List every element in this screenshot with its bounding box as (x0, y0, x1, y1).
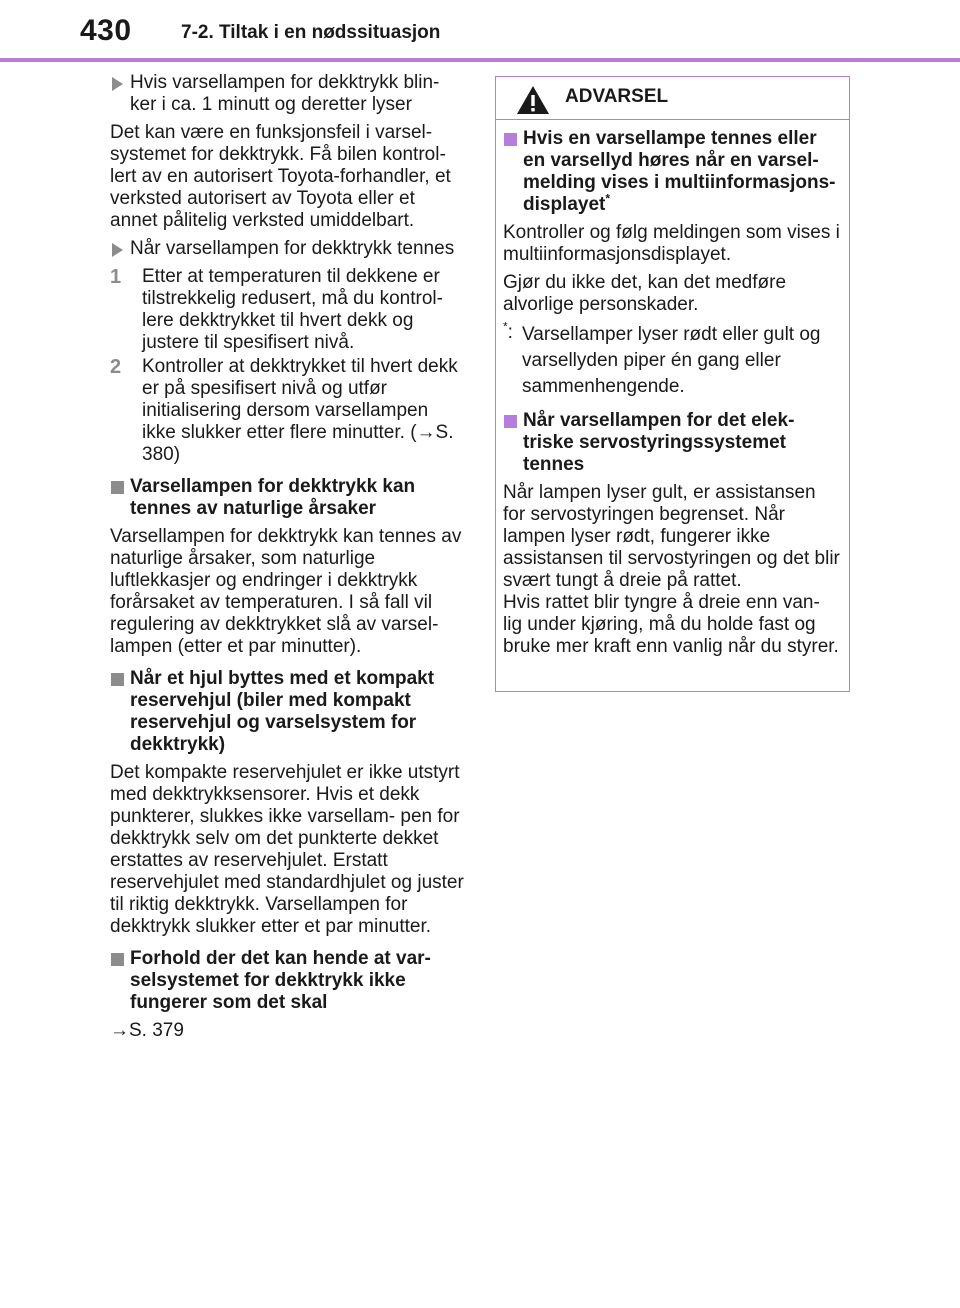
step-item (110, 356, 465, 466)
square-bullet-icon (111, 481, 124, 494)
warning-triangle-icon (516, 85, 550, 115)
left-column (110, 72, 465, 1048)
bullet-text: Hvis varsellampen for dekktrykk blin- ker i ca. 1 minutt og deretter lyser (130, 72, 440, 115)
step-text: Kontroller at dekktrykket til hvert dekk er på spesifisert nivå og utfør initialisering dersom varsellampen ikke slukker etter flere minutter. (→S. 380) (142, 356, 458, 465)
paragraph: Det kan være en funksjonsfeil i varsel- systemet for dekktrykk. Få bilen kontrol- lert av en autorisert Toyota-forhandler, et verksted autorisert av Toyota eller et annet pålitelig verksted umiddelbart. (110, 122, 451, 231)
section-heading (110, 948, 465, 1014)
page-number: 430 (80, 14, 132, 47)
section-heading (110, 668, 465, 756)
square-bullet-icon (111, 953, 124, 966)
heading-text: Når varsellampen for det elek- triske servostyringssystemet tennes (523, 410, 795, 475)
heading-text: Varsellampen for dekktrykk kan tennes av naturlige årsaker (130, 476, 416, 519)
paragraph: Kontroller og følg meldingen som vises i multiinformasjonsdisplayet. (503, 222, 840, 265)
triangle-bullet-icon (112, 77, 123, 91)
footnote (503, 319, 842, 400)
bullet-item (110, 238, 465, 260)
page-reference: →S. 379 (110, 1020, 184, 1041)
heading-text: Når et hjul byttes med et kompakt reservehjul (biler med kompakt reservehjul og varselsystem for dekktrykk) (130, 668, 435, 755)
page-header (0, 0, 960, 62)
step-item (110, 266, 465, 354)
paragraph: Det kompakte reservehjulet er ikke utstyrt med dekktrykksensorer. Hvis et dekk punkterer, slukkes ikke varsellam- pen for dekktrykk selv om det punkterte dekket erstattes av reservehjulet. Erstatt reservehjulet med standardhjulet og juster til riktig dekktrykk. Varsellampen for dekktrykk slukker etter et par minutter. (110, 762, 464, 937)
step-text: Etter at temperaturen til dekkene er tilstrekkelig redusert, må du kontrol- lere dekktrykket til hvert dekk og justere til spesifisert nivå. (142, 266, 443, 353)
warning-body (496, 128, 849, 658)
warning-header (496, 77, 849, 120)
step-number: 1 (110, 266, 122, 288)
paragraph: Gjør du ikke det, kan det medføre alvorlige personskader. (503, 272, 787, 315)
heading-text: Forhold der det kan hende at var- selsystemet for dekktrykk ikke fungerer som det skal (130, 948, 431, 1013)
warning-title: ADVARSEL (565, 86, 669, 107)
square-bullet-icon (504, 133, 517, 146)
paragraph: Hvis rattet blir tyngre å dreie enn van- lig under kjøring, må du holde fast og bruke mer kraft enn vanlig når du styrer. (503, 592, 839, 657)
step-number: 2 (110, 356, 122, 378)
warning-heading (503, 410, 842, 476)
paragraph: Varsellampen for dekktrykk kan tennes av naturlige årsaker, som naturlige luftlekkasjer og endringer i dekktrykk forårsaket av temperaturen. I så fall vil regulering av dekktrykket slå av varsel- lampen (etter et par minutter). (110, 526, 462, 657)
bullet-text: Når varsellampen for dekktrykk tennes (130, 238, 455, 259)
footnote-text: Varsellamper lyser rødt eller gult og varsellyden piper én gang eller sammenhengende. (522, 324, 821, 397)
section-title: 7-2. Tiltak i en nødssituasjon (181, 22, 441, 43)
footnote-marker: *: (503, 319, 513, 343)
triangle-bullet-icon (112, 243, 123, 257)
paragraph: Når lampen lyser gult, er assistansen for servostyringen begrenset. Når lampen lyser rødt, fungerer ikke assistansen til servostyringen og det blir svært tungt å dreie på rattet. (503, 482, 840, 591)
section-heading (110, 476, 465, 520)
warning-heading (503, 128, 842, 216)
warning-box (495, 76, 850, 692)
header-rule (0, 58, 960, 62)
square-bullet-icon (111, 673, 124, 686)
footnote-marker: * (605, 191, 611, 206)
heading-text: Hvis en varsellampe tennes eller en varsellyd høres når en varsel- melding vises i multiinformasjons- displayet* (523, 128, 836, 215)
square-bullet-icon (504, 415, 517, 428)
bullet-item (110, 72, 465, 116)
